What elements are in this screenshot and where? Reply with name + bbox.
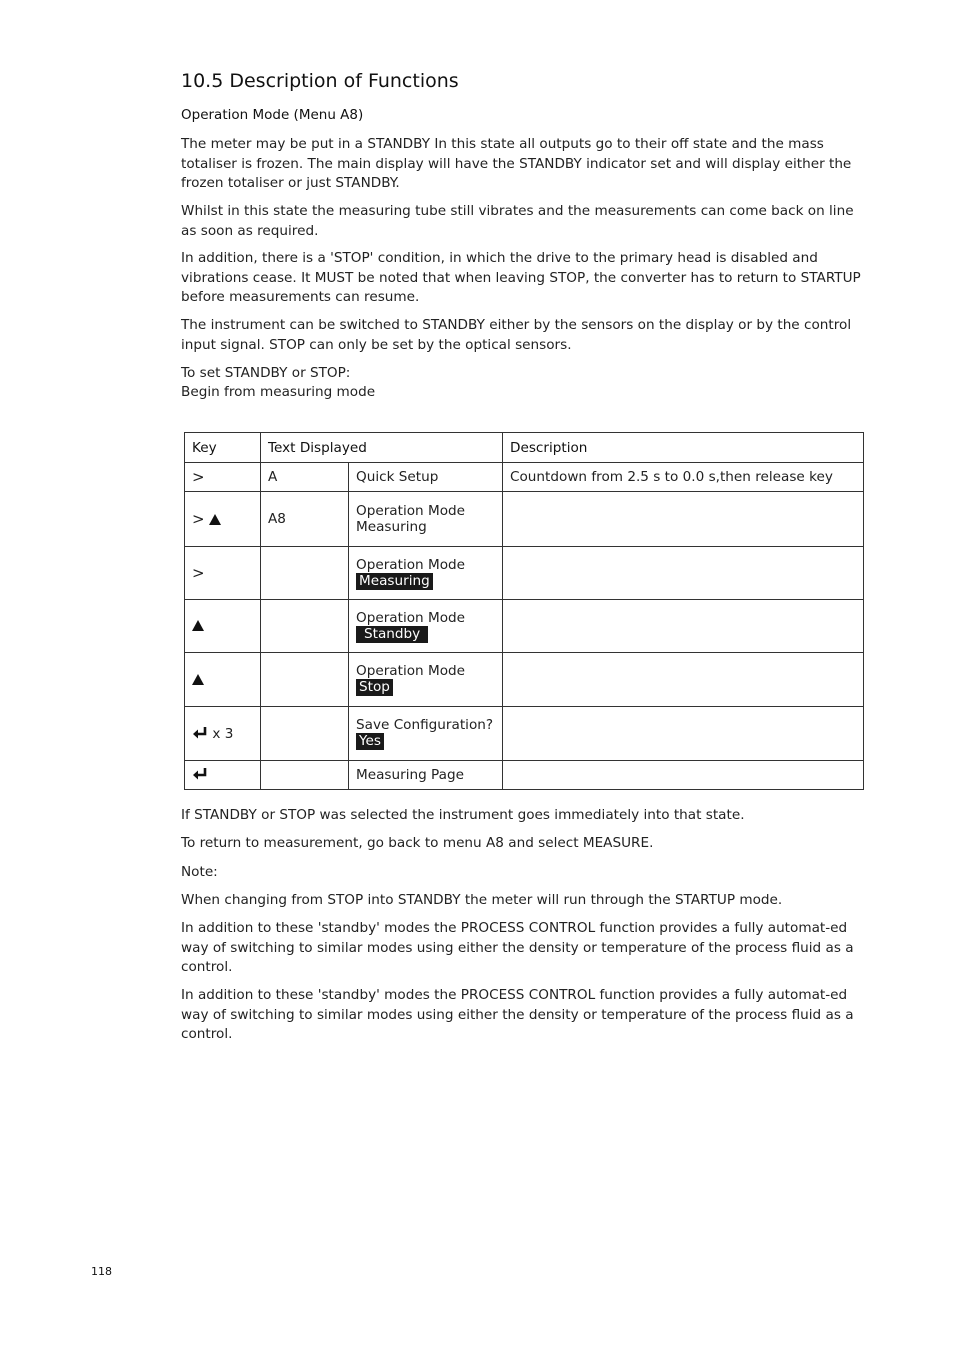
display-line-1: Operation Mode xyxy=(356,503,466,519)
key-label: > xyxy=(192,510,205,528)
up-triangle-icon xyxy=(192,620,204,631)
description-cell xyxy=(503,707,864,761)
key-cell xyxy=(185,707,261,761)
up-triangle-icon xyxy=(192,674,204,685)
display-text-cell: Measuring Page xyxy=(349,761,503,790)
description-cell xyxy=(503,492,864,547)
enter-icon xyxy=(192,726,208,740)
display-line-1: Save Configuration? xyxy=(356,717,494,733)
table-row xyxy=(185,653,864,707)
table-row xyxy=(185,707,864,761)
menu-code-cell: A8 xyxy=(261,492,349,547)
section-title: 10.5 Description of Functions xyxy=(181,70,459,92)
paragraph-vibrates: Whilst in this state the measuring tube still vibrates and the measurements can come back on line as soon as required. xyxy=(181,203,854,239)
page-number: 118 xyxy=(91,1265,112,1278)
paragraph-process-control-2: In addition to these 'standby' modes the PROCESS CONTROL function provides a fully automat-ed way of switching to similar modes using either the density or temperature of the process fluid as a control. xyxy=(181,987,854,1042)
description-cell xyxy=(503,547,864,600)
paragraph-stop: In addition, there is a 'STOP' condition, in which the drive to the primary head is disabled and vibrations cease. It MUST be noted that when leaving STOP, the converter has to return to STARTUP before measurements can resume. xyxy=(181,250,861,305)
menu-code-cell xyxy=(261,761,349,790)
paragraph-startup: When changing from STOP into STANDBY the meter will run through the STARTUP mode. xyxy=(181,892,783,908)
display-line-1: Operation Mode xyxy=(356,663,466,679)
key-sequence-table xyxy=(184,432,864,790)
key-cell xyxy=(185,492,261,547)
description-cell xyxy=(503,761,864,790)
display-text-cell: Quick Setup xyxy=(349,463,503,492)
display-text-cell xyxy=(349,492,503,547)
display-text-cell xyxy=(349,707,503,761)
description-cell xyxy=(503,653,864,707)
instruction-line-1: To set STANDBY or STOP: xyxy=(181,365,351,381)
display-text-cell xyxy=(349,547,503,600)
display-text-cell xyxy=(349,653,503,707)
paragraph-return: To return to measurement, go back to menu A8 and select MEASURE. xyxy=(181,835,654,851)
key-cell xyxy=(185,600,261,653)
menu-code-cell xyxy=(261,707,349,761)
table-row xyxy=(185,492,864,547)
menu-code-cell xyxy=(261,547,349,600)
header-text-displayed: Text Displayed xyxy=(261,433,503,463)
key-cell xyxy=(185,463,261,492)
description-cell xyxy=(503,600,864,653)
table-row xyxy=(185,600,864,653)
key-label: > xyxy=(192,564,205,582)
highlighted-value: Yes xyxy=(356,733,384,750)
key-cell xyxy=(185,761,261,790)
header-description: Description xyxy=(503,433,864,463)
display-line-1: Operation Mode xyxy=(356,609,466,626)
key-label: > xyxy=(192,468,205,486)
instruction-line-2: Begin from measuring mode xyxy=(181,384,376,400)
description-cell: Countdown from 2.5 s to 0.0 s,then release key xyxy=(503,463,864,492)
enter-icon xyxy=(192,767,208,781)
paragraph-standby: The meter may be put in a STANDBY In this state all outputs go to their off state and the mass totaliser is frozen. The main display will have the STANDBY indicator set and will display either the frozen totaliser or just STANDBY. xyxy=(181,136,852,191)
menu-code-cell xyxy=(261,653,349,707)
display-line-2: Measuring xyxy=(356,519,427,535)
up-triangle-icon xyxy=(209,514,221,525)
menu-code-cell xyxy=(261,600,349,653)
display-line-1: Operation Mode xyxy=(356,556,466,573)
paragraph-immediate: If STANDBY or STOP was selected the instrument goes immediately into that state. xyxy=(181,807,745,823)
key-cell xyxy=(185,653,261,707)
highlighted-value: Standby xyxy=(356,626,428,643)
paragraph-process-control-1: In addition to these 'standby' modes the PROCESS CONTROL function provides a fully automat-ed way of switching to similar modes using either the density or temperature of the process fluid as a control. xyxy=(181,920,854,975)
table-row xyxy=(185,761,864,790)
highlighted-value: Measuring xyxy=(356,573,433,590)
key-cell xyxy=(185,547,261,600)
key-label: x 3 xyxy=(212,725,234,742)
table-row xyxy=(185,463,864,492)
paragraph-switching: The instrument can be switched to STANDBY either by the sensors on the display or by the control input signal. STOP can only be set by the optical sensors. xyxy=(181,317,852,353)
header-key: Key xyxy=(185,433,261,463)
table-header-row xyxy=(185,433,864,463)
section-subtitle: Operation Mode (Menu A8) xyxy=(181,107,364,123)
menu-code-cell: A xyxy=(261,463,349,492)
display-text-cell xyxy=(349,600,503,653)
table-row xyxy=(185,547,864,600)
paragraph-note-label: Note: xyxy=(181,864,218,880)
highlighted-value: Stop xyxy=(356,679,393,696)
